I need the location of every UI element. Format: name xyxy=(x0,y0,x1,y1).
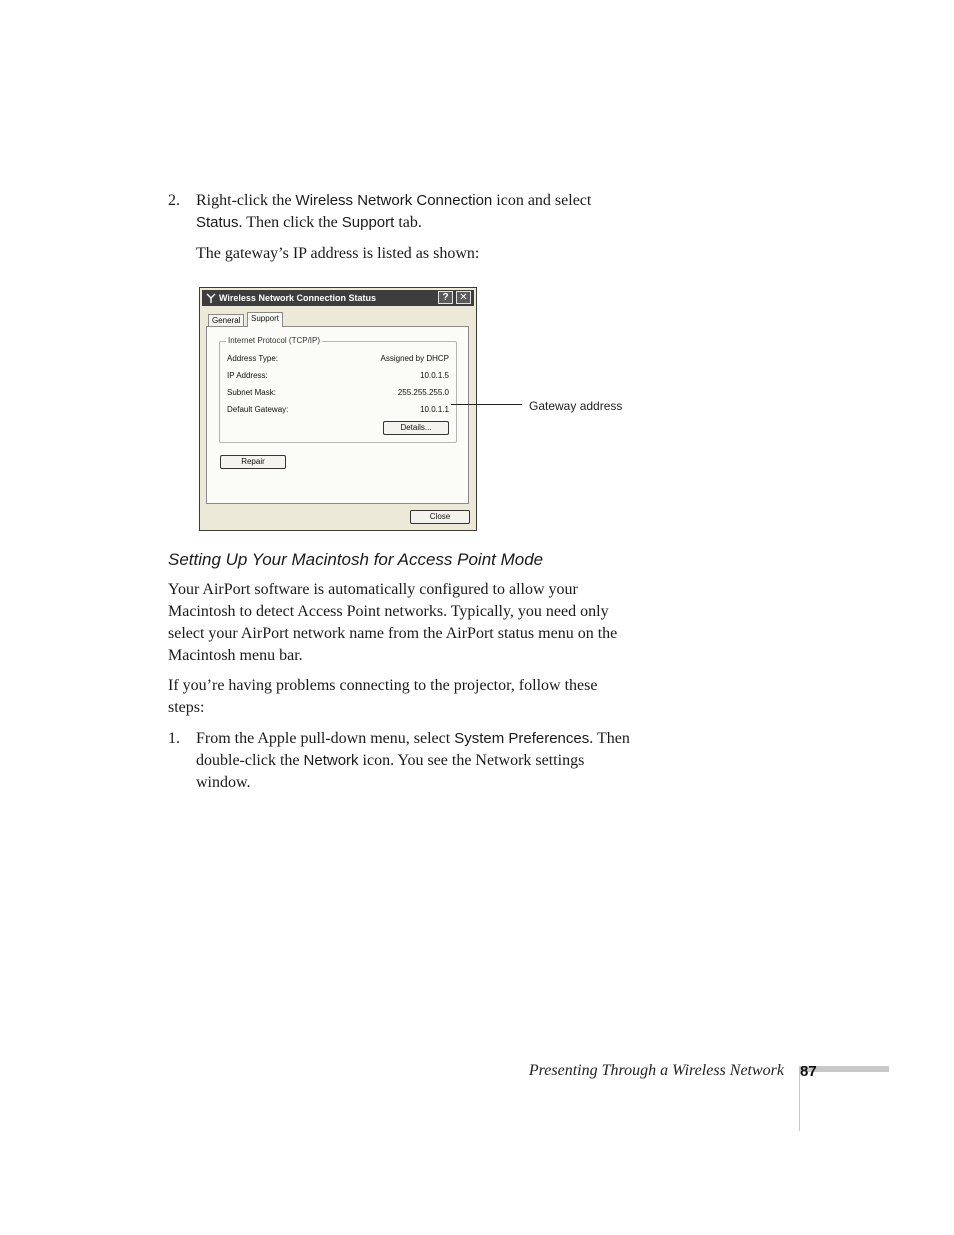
ui-term: Wireless Network Connection xyxy=(295,192,493,209)
page-number: 87 xyxy=(800,1063,817,1080)
step-number: 2. xyxy=(168,192,180,209)
dialog-titlebar xyxy=(202,290,474,306)
gateway-note: The gateway’s IP address is listed as shown: xyxy=(196,245,480,262)
wireless-icon xyxy=(206,293,216,303)
close-icon[interactable]: ✕ xyxy=(456,291,471,304)
default-gateway-row: Default Gateway: 10.0.1.1 xyxy=(227,405,449,414)
ui-term: System Preferences xyxy=(454,730,590,747)
tab-general[interactable]: General xyxy=(208,314,244,327)
repair-button[interactable]: Repair xyxy=(220,455,286,469)
group-label: Internet Protocol (TCP/IP) xyxy=(228,336,321,345)
callout-line xyxy=(451,404,522,405)
help-button[interactable]: ? xyxy=(438,291,453,304)
ui-term: Support xyxy=(341,214,395,231)
paragraph-2: If you’re having problems connecting to the projector, follow these steps: xyxy=(168,677,598,716)
gateway-callout: Gateway address xyxy=(529,399,623,413)
ip-address-row: IP Address: 10.0.1.5 xyxy=(227,371,449,380)
support-panel xyxy=(206,326,469,504)
dialog-title: Wireless Network Connection Status xyxy=(219,293,376,303)
step-2-text: Right-click the Wireless Network Connection icon and select Status. Then click the Support tab. xyxy=(196,192,592,231)
section-heading: Setting Up Your Macintosh for Access Point Mode xyxy=(168,550,544,569)
footer-title: Presenting Through a Wireless Network xyxy=(528,1062,784,1079)
subnet-mask-row: Subnet Mask: 255.255.255.0 xyxy=(227,388,449,397)
ui-term: Status xyxy=(196,214,239,231)
step-1-text: From the Apple pull-down menu, select System Preferences. Then double-click the Network icon. You see the Network settings window. xyxy=(196,730,630,791)
step-2 xyxy=(168,190,638,234)
details-button[interactable]: Details... xyxy=(383,421,449,435)
address-type-row: Address Type: Assigned by DHCP xyxy=(227,354,449,363)
close-button[interactable]: Close xyxy=(410,510,470,524)
tcpip-group xyxy=(219,336,457,443)
step-number: 1. xyxy=(168,730,180,747)
tab-support[interactable]: Support xyxy=(247,312,283,327)
ui-term: Network xyxy=(303,752,359,769)
status-dialog xyxy=(199,287,477,531)
paragraph-1: Your AirPort software is automatically configured to allow your Macintosh to detect Access Point networks. Typically, you need only select your AirPort network name from the AirPort status menu on the Macintosh menu bar. xyxy=(168,581,618,664)
step-1 xyxy=(168,728,638,794)
